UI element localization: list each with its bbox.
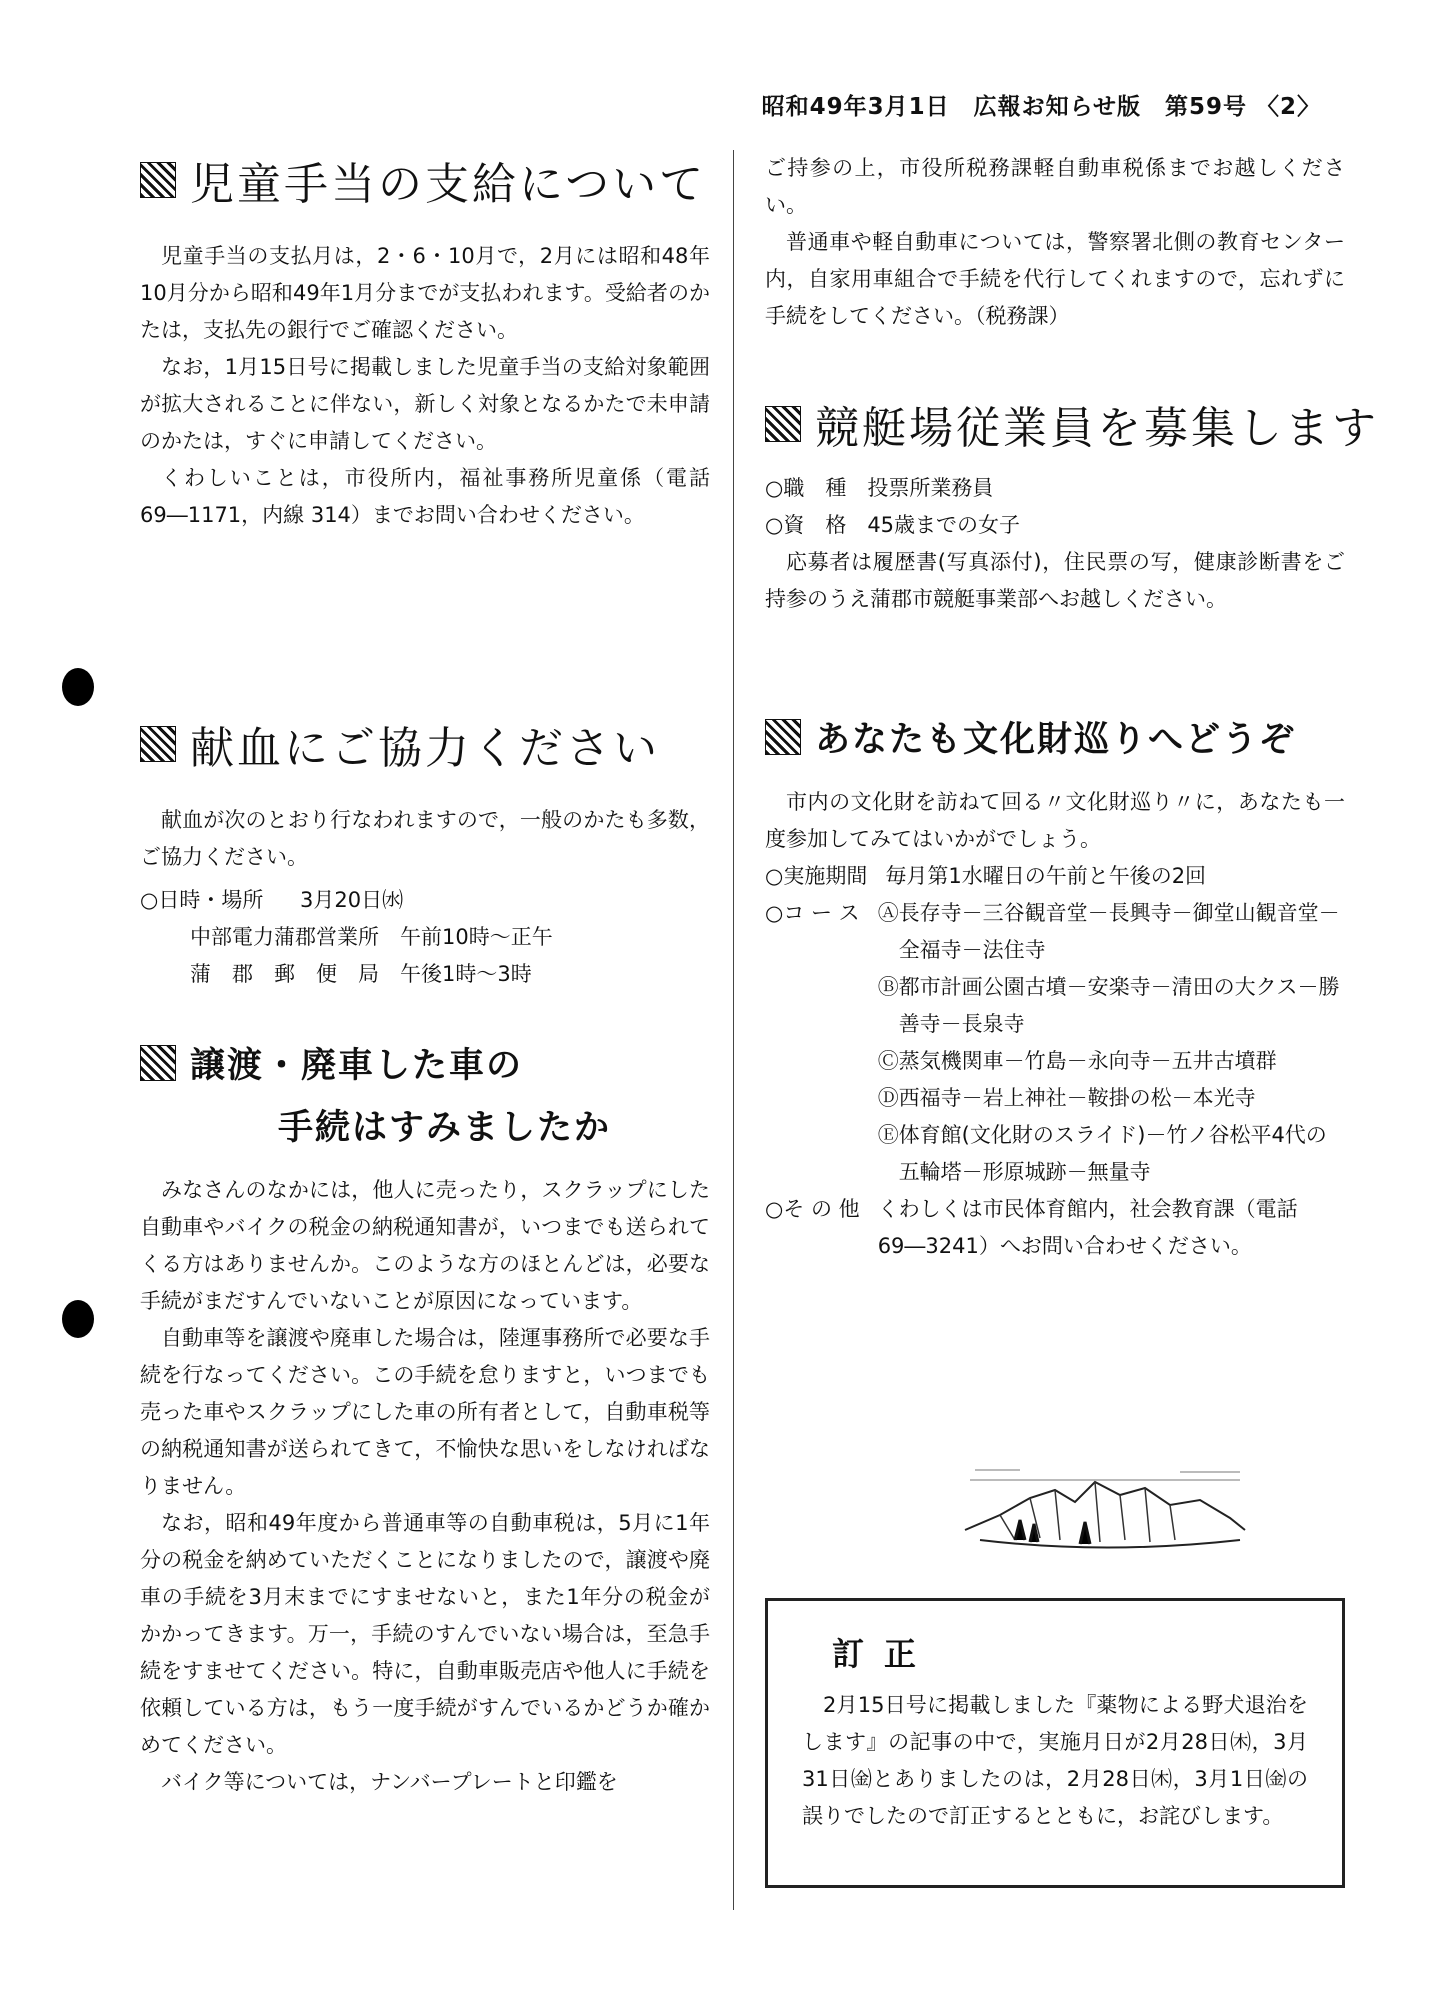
vehicle-procedure-continued [765,150,1345,335]
date-place-label: ○日時・場所 [140,888,264,912]
section-title-line1: 譲渡・廃車した車の [190,1046,524,1086]
section-title-text: 児童手当の支給について [190,159,707,210]
column-divider [733,150,734,1910]
course-list [860,895,1345,1191]
hatch-icon [765,719,801,755]
hatch-icon [765,406,801,442]
punch-hole-top [62,668,94,706]
course-item: Ⓓ西福寺－岩上神社－鞍掛の松－本光寺 [877,1086,1256,1110]
paragraph: なお，1月15日号に掲載しました児童手当の支給対象範囲が拡大されることに伴ない，新しく対象となるかたで未申請のかたは，すぐに申請してください。 [140,355,710,453]
section-title-text: 競艇場従業員を募集します [815,403,1379,454]
date-value: 3月20日㈬ [300,888,404,912]
cultural-assets-section [765,712,1345,1265]
paragraph: 応募者は履歴書(写真添付)，住民票の写，健康診断書をご持参のうえ蒲郡市競艇事業部へお越しください。 [765,550,1345,611]
boat-recruitment-section [765,392,1379,618]
child-allowance-section [140,148,710,534]
course-label: ○コ ー ス [765,901,860,925]
paragraph: ご持参の上，市役所税務課軽自動車税係までお越しください。 [765,156,1345,217]
paragraph: バイク等については，ナンバープレートと印鑑を [161,1770,618,1794]
course-item: Ⓐ長存寺－三谷観音堂－長興寺－御堂山観音堂－全福寺－法住寺 [877,901,1340,962]
section-title-line2: 手続はすみましたか [278,1108,612,1148]
section-title [765,712,1345,762]
punch-hole-bottom [62,1300,94,1338]
correction-title: 訂正 [832,1635,937,1673]
paragraph: 献血が次のとおり行なわれますので，一般のかたも多数，ご協力ください。 [140,808,710,869]
paragraph: なお，昭和49年度から普通車等の自動車税は，5月に1年分の税金を納めていただくことになりましたので，譲渡や廃車の手続を3月末までにすませないと，また1年分の税金がかかってきます。万一，手続のすんでいない場合は，至急手続をすませてください。特に，自動車販売店や他人に手続を依頼している方は，もう一度手続がすんでいるかどうか確かめてください。 [140,1511,710,1757]
paragraph: くわしいことは，市役所内，福祉事務所児童係（電話 69―1171，内線 314）までお問い合わせください。 [140,466,710,527]
paragraph: 市内の文化財を訪ねて回る〃文化財巡り〃に，あなたも一度参加してみてはいかがでしょう。 [765,790,1345,851]
paragraph: みなさんのなかには，他人に売ったり，スクラップにした自動車やバイクの税金の納税通知書が，いつまでも送られてくる方はありませんか。このような方のほとんどは，必要な手続がまだすんでいないことが原因になっています。 [140,1178,710,1313]
section-title-text: あなたも文化財巡りへどうぞ [815,720,1297,760]
date-place-row [140,882,710,919]
paragraph: 普通車や軽自動車については，警察署北側の教育センター内，自家用車組合で手続を代行してくれますので，忘れずに手続をしてください。（税務課） [765,230,1345,328]
period-label: ○実施期間 [765,864,868,888]
section-title [140,712,710,776]
section-title-text: 献血にご協力ください [190,723,660,774]
correction-notice [765,1598,1345,1888]
place-line: 中部電力蒲郡営業所 午前10時～正午 [190,925,553,949]
other-label: ○そ の 他 [765,1197,860,1221]
blood-donation-section [140,712,710,993]
job-line: ○職 種 投票所業務員 [765,476,994,500]
paragraph: 自動車等を譲渡や廃車した場合は，陸運事務所で必要な手続を行なってください。この手続を怠りますと，いつまでも売った車やスクラップにした車の所有者として，自動車税等の納税通知書が送られてきて，不愉快な思いをしなければなりません。 [140,1326,710,1498]
course-item: Ⓒ蒸気機関車－竹島－永向寺－五井古墳群 [877,1049,1277,1073]
hatch-icon [140,726,176,762]
vehicle-procedure-section [140,1038,710,1801]
hatch-icon [140,162,176,198]
section-title [765,392,1379,456]
page-header: 昭和49年3月1日 広報お知らせ版 第59号 〈2〉 [761,94,1321,120]
course-row [765,895,1345,1191]
place-line: 蒲 郡 郵 便 局 午後1時～3時 [190,962,532,986]
period-row [765,858,1345,895]
section-title [140,148,710,212]
paragraph: 2月15日号に掲載しました『薬物による野犬退治をします』の記事の中で，実施月日が2月28日㈭，3月31日㈮とありましたのは，2月28日㈭，3月1日㈮の誤りでしたので訂正するとともに，お詫びします。 [802,1693,1308,1828]
section-title [140,1038,710,1088]
period-value: 毎月第1水曜日の午前と午後の2回 [885,864,1207,888]
course-item: Ⓔ体育館(文化財のスライド)－竹ノ谷松平4代の五輪塔－形原城跡－無量寺 [877,1123,1327,1184]
qualification-line: ○資 格 45歳までの女子 [765,513,1021,537]
mountain-illustration [960,1460,1250,1560]
course-item: Ⓑ都市計画公園古墳－安楽寺－清田の大クス－勝善寺－長泉寺 [877,975,1340,1036]
other-row [765,1191,1345,1265]
other-value: くわしくは市民体育館内，社会教育課（電話69―3241）へお問い合わせください。 [877,1197,1298,1258]
hatch-icon [140,1045,176,1081]
paragraph: 児童手当の支払月は，2・6・10月で，2月には昭和48年10月分から昭和49年1月分までが支払われます。受給者のかたは，支払先の銀行でご確認ください。 [140,244,710,342]
